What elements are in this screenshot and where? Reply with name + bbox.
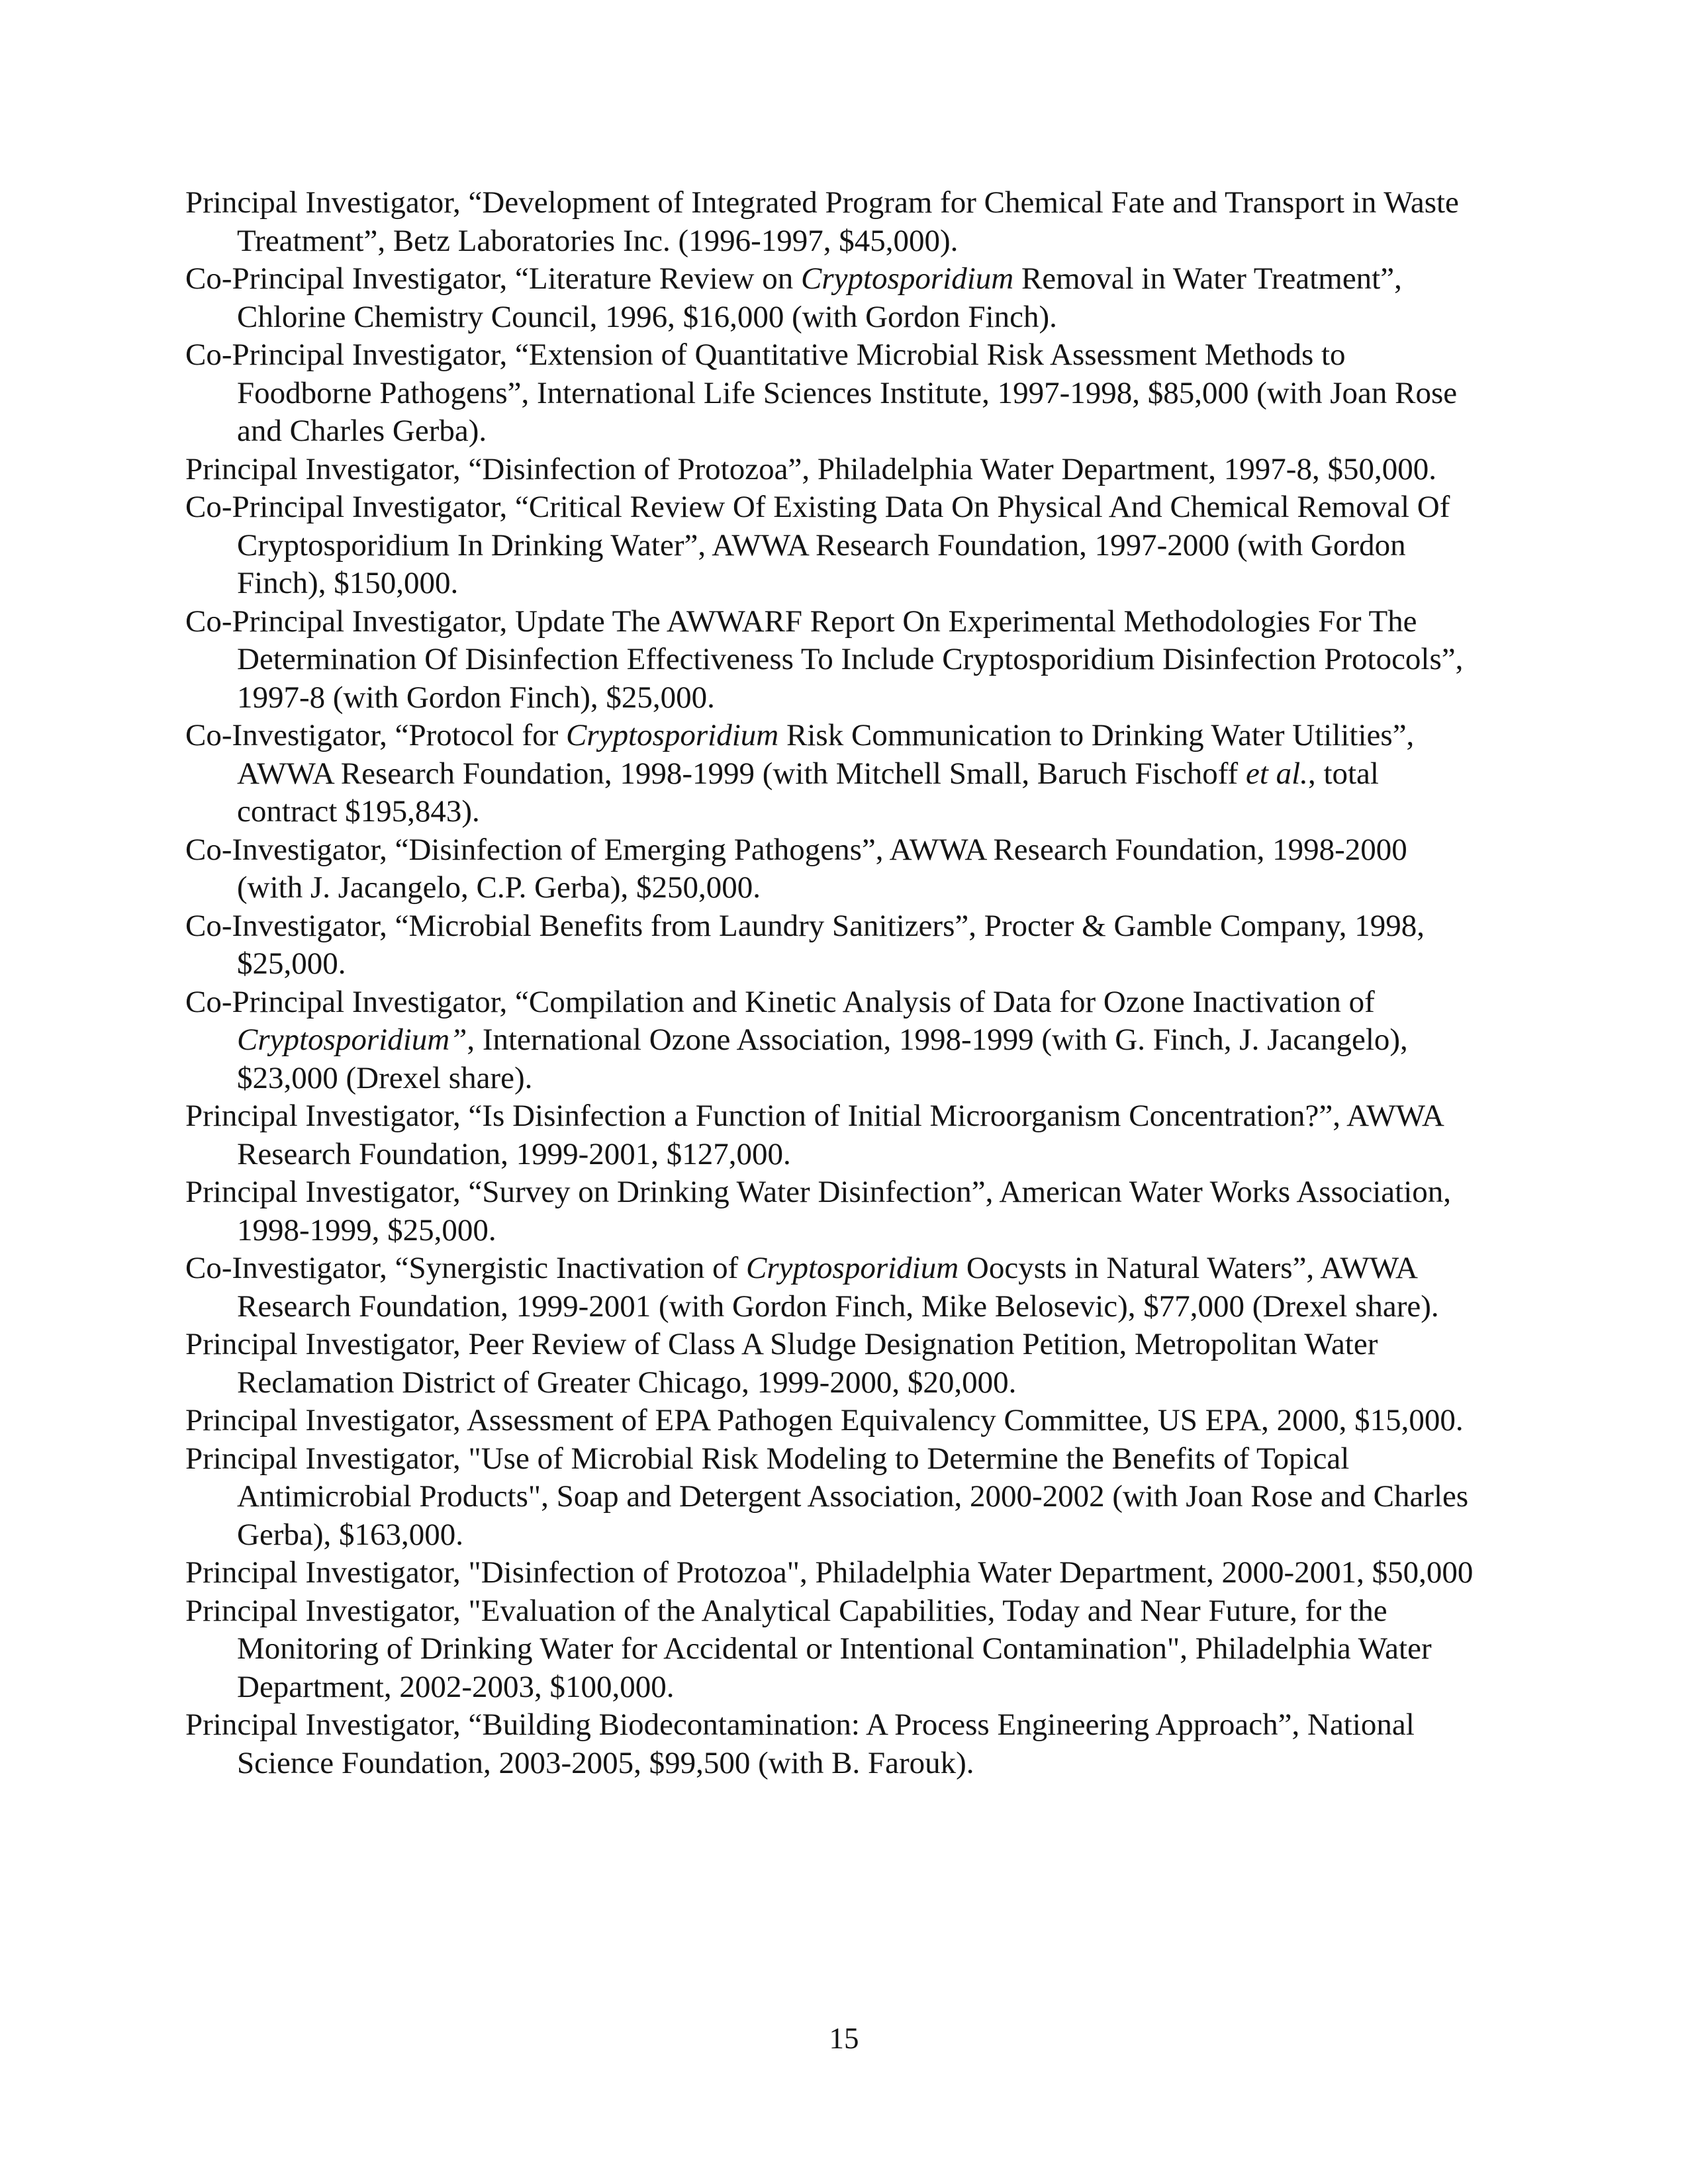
grant-entry — [185, 1402, 1476, 1440]
grant-text: Risk Communication to Drinking Water Utilities”, AWWA Research Foundation, 1998-1999 (with Mitchell Small, Baruch Fischoff — [237, 718, 1415, 791]
grant-text: Co-Principal Investigator, “Compilation and Kinetic Analysis of Data for Ozone Inactivation of — [185, 984, 1375, 1019]
grant-entry — [185, 907, 1476, 983]
grant-text: Principal Investigator, “Development of Integrated Program for Chemical Fate and Transport in Waste Treatment”, Betz Laboratories Inc. (1996-1997, $45,000). — [185, 185, 1459, 258]
grant-text: Co-Principal Investigator, “Extension of Quantitative Microbial Risk Assessment Methods to Foodborne Pathogens”, International Life Sciences Institute, 1997-1998, $85,000 (with Joan Rose and Charles Gerba). — [185, 338, 1458, 448]
grant-text: , International Ozone Association, 1998-1999 (with G. Finch, J. Jacangelo), $23,000 (Drexel share). — [237, 1023, 1408, 1095]
grant-text: Co-Principal Investigator, “Critical Review Of Existing Data On Physical And Chemical Removal Of Cryptosporidium In Drinking Water”, AWWA Research Foundation, 1997-2000 (with Gordon Finch), $150,000. — [185, 490, 1450, 600]
grant-list — [185, 184, 1476, 1782]
grant-entry — [185, 1440, 1476, 1555]
grant-entry — [185, 1592, 1476, 1707]
grant-entry — [185, 1326, 1476, 1402]
page-number: 15 — [829, 2022, 859, 2055]
grant-text: Co-Investigator, “Disinfection of Emerging Pathogens”, AWWA Research Foundation, 1998-2000 (with J. Jacangelo, C.P. Gerba), $250,000. — [185, 832, 1407, 905]
grant-text: Co-Investigator, “Synergistic Inactivation of — [185, 1251, 746, 1285]
grant-entry — [185, 717, 1476, 831]
grant-entry — [185, 831, 1476, 907]
grant-text-italic: Cryptosporidium — [745, 1251, 959, 1285]
grant-entry — [185, 451, 1476, 489]
grant-entry — [185, 1250, 1476, 1326]
grant-entry — [185, 1706, 1476, 1782]
grant-text: Principal Investigator, “Is Disinfection a Function of Initial Microorganism Concentration?”, AWWA Research Foundation, 1999-2001, $127,000. — [185, 1099, 1443, 1171]
grant-text-italic: Cryptosporidium — [801, 261, 1014, 296]
grant-text: Co-Principal Investigator, Update The AWWARF Report On Experimental Methodologies For The Determination Of Disinfection Effectiveness To Include Cryptosporidium Disinfection Protocols”, 1997-8 (with Gordon Finch), $25,000. — [185, 604, 1464, 715]
grant-text-italic: Cryptosporidium — [566, 718, 779, 752]
grant-entry — [185, 488, 1476, 603]
grant-text: Principal Investigator, Assessment of EPA Pathogen Equivalency Committee, US EPA, 2000, $15,000. — [185, 1403, 1464, 1437]
grant-text: Principal Investigator, “Survey on Drinking Water Disinfection”, American Water Works Association, 1998-1999, $25,000. — [185, 1175, 1452, 1248]
grant-entry — [185, 983, 1476, 1098]
grant-text: Principal Investigator, "Evaluation of the Analytical Capabilities, Today and Near Future, for the Monitoring of Drinking Water for Accidental or Intentional Contamination", Philadelphia Water Department, 2002-2003, $100,000. — [185, 1593, 1432, 1704]
grant-entry — [185, 603, 1476, 717]
grant-text-italic: et al. — [1245, 756, 1308, 791]
grant-text: Oocysts in Natural Waters”, AWWA Research Foundation, 1999-2001 (with Gordon Finch, Mike Belosevic), $77,000 (Drexel share). — [237, 1251, 1439, 1324]
grant-text: Co-Investigator, “Protocol for — [185, 718, 567, 752]
grant-entry — [185, 184, 1476, 260]
grant-text: Removal in Water Treatment”, Chlorine Chemistry Council, 1996, $16,000 (with Gordon Finch). — [237, 261, 1402, 334]
grant-text: Principal Investigator, “Building Biodecontamination: A Process Engineering Approach”, National Science Foundation, 2003-2005, $99,500 (with B. Farouk). — [185, 1707, 1415, 1780]
grant-text: Co-Principal Investigator, “Literature Review on — [185, 261, 801, 296]
grant-text: Principal Investigator, "Use of Microbial Risk Modeling to Determine the Benefits of Topical Antimicrobial Products", Soap and Detergent Association, 2000-2002 (with Joan Rose and Charles Gerba), $163,000. — [185, 1441, 1469, 1552]
grant-text-italic: Cryptosporidium” — [237, 1023, 467, 1057]
grant-entry — [185, 1173, 1476, 1250]
grant-entry — [185, 1554, 1476, 1592]
grant-entry — [185, 260, 1476, 336]
grant-text: Principal Investigator, Peer Review of Class A Sludge Designation Petition, Metropolitan Water Reclamation District of Greater Chicago, 1999-2000, $20,000. — [185, 1327, 1378, 1400]
grant-entry — [185, 1097, 1476, 1173]
grant-text: , total contract $195,843). — [237, 756, 1379, 829]
grant-text: Principal Investigator, "Disinfection of Protozoa", Philadelphia Water Department, 2000-2001, $50,000 — [185, 1555, 1474, 1590]
grant-text: Principal Investigator, “Disinfection of Protozoa”, Philadelphia Water Department, 1997-8, $50,000. — [185, 451, 1436, 486]
grant-text: Co-Investigator, “Microbial Benefits from Laundry Sanitizers”, Procter & Gamble Company, 1998, $25,000. — [185, 908, 1425, 981]
grant-entry — [185, 336, 1476, 451]
